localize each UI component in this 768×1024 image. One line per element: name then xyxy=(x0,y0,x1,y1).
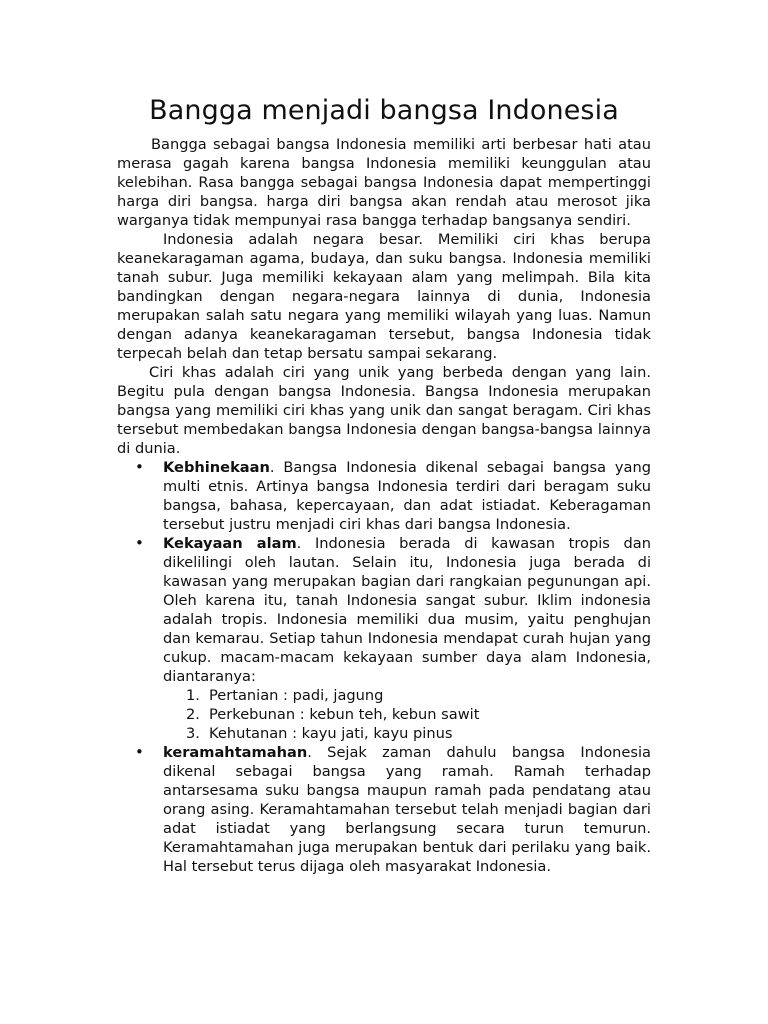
paragraph-intro: Bangga sebagai bangsa Indonesia memiliki arti berbesar hati atau merasa gagah karena bangsa Indonesia memiliki keunggulan atau kelebihan. Rasa bangga sebagai bangsa Indonesia dapat mempertinggi harga diri bangsa. harga diri bangsa akan rendah atau merosot jika warganya tidak mempunyai rasa bangga terhadap bangsanya sendiri. xyxy=(117,136,651,229)
numbered-item-text: Kehutanan : kayu jati, kayu pinus xyxy=(209,725,453,742)
document-page xyxy=(117,92,651,876)
bullet-term: Kekayaan alam xyxy=(163,535,297,552)
bullet-icon: • xyxy=(135,534,144,552)
bullet-text: . Bangsa Indonesia dikenal sebagai bangsa yang multi etnis. Artinya bangsa Indonesia terdiri dari beragam suku bangsa, bahasa, kepercayaan, dan adat istiadat. Keberagaman tersebut justru menjadi ciri khas dari bangsa Indonesia. xyxy=(163,459,651,533)
number-marker: 2. xyxy=(186,706,200,723)
bullet-text: . Indonesia berada di kawasan tropis dan dikelilingi oleh lautan. Selain itu, Indonesia juga berada di kawasan yang merupakan bagian dari rangkaian pegunungan api. Oleh karena itu, tanah Indonesia sangat subur. Iklim indonesia adalah tropis. Indonesia memiliki dua musim, yaitu penghujan dan kemarau. Setiap tahun Indonesia mendapat curah hujan yang cukup. macam-macam kekayaan sumber daya alam Indonesia, diantaranya: xyxy=(163,535,651,685)
numbered-item xyxy=(163,724,651,743)
numbered-list xyxy=(163,686,651,743)
bullet-list xyxy=(117,458,651,876)
numbered-item-text: Pertanian : padi, jagung xyxy=(209,687,384,704)
document-title: Bangga menjadi bangsa Indonesia xyxy=(149,95,619,126)
number-marker: 1. xyxy=(186,687,200,704)
number-marker: 3. xyxy=(186,725,200,742)
numbered-item-text: Perkebunan : kebun teh, kebun sawit xyxy=(209,706,480,723)
paragraph-characteristics: Ciri khas adalah ciri yang unik yang berbeda dengan yang lain. Begitu pula dengan bangsa Indonesia. Bangsa Indonesia merupakan bangsa yang memiliki ciri khas yang unik dan sangat beragam. Ciri khas tersebut membedakan bangsa Indonesia dengan bangsa-bangsa lainnya di dunia. xyxy=(117,364,651,457)
list-item-keramahtamahan xyxy=(117,743,651,876)
numbered-item xyxy=(163,705,651,724)
bullet-term: keramahtamahan xyxy=(163,744,308,761)
bullet-term: Kebhinekaan xyxy=(163,459,270,476)
bullet-text: . Sejak zaman dahulu bangsa Indonesia dikenal sebagai bangsa yang ramah. Ramah terhadap antarsesama suku bangsa maupun ramah pada pendatang atau orang asing. Keramahtamahan tersebut telah menjadi bagian dari adat istiadat yang berlangsung secara turun temurun. Keramahtamahan juga merupakan bentuk dari perilaku yang baik. Hal tersebut terus dijaga oleh masyarakat Indonesia. xyxy=(163,744,651,875)
bullet-icon: • xyxy=(135,458,144,476)
bullet-icon: • xyxy=(135,743,144,761)
numbered-item xyxy=(163,686,651,705)
paragraph-country: Indonesia adalah negara besar. Memiliki ciri khas berupa keanekaragaman agama, budaya, dan suku bangsa. Indonesia memiliki tanah subur. Juga memiliki kekayaan alam yang melimpah. Bila kita bandingkan dengan negara-negara lainnya di dunia, Indonesia merupakan salah satu negara yang memiliki wilayah yang luas. Namun dengan adanya keanekaragaman tersebut, bangsa Indonesia tidak terpecah belah dan tetap bersatu sampai sekarang. xyxy=(117,231,651,362)
list-item-kebhinekaan xyxy=(117,458,651,534)
list-item-kekayaan-alam xyxy=(117,534,651,743)
